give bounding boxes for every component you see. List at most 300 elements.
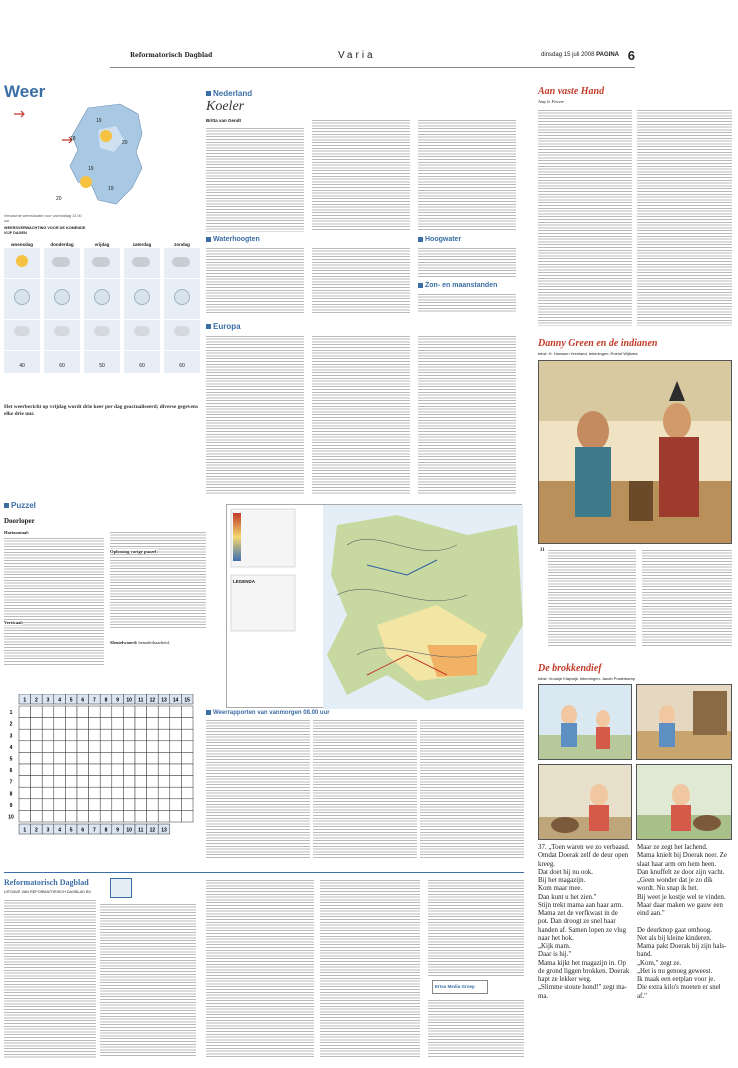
brokkendief-art (637, 765, 732, 840)
forecast-day (164, 242, 200, 373)
danny-comic-art (539, 361, 732, 544)
story-line: Bij weet je kostje wel te vinden. (637, 893, 726, 901)
forecast-day (84, 242, 120, 373)
grid-cell[interactable] (123, 752, 135, 764)
grid-footer-number: 4 (58, 827, 61, 834)
grid-column-number: 8 (104, 697, 108, 704)
grid-cell[interactable] (31, 741, 43, 753)
story-line: „Kom," zegt ze. (637, 959, 682, 967)
colofon-title: Reformatorisch Dagblad (4, 878, 89, 887)
forecast-cell (164, 320, 200, 350)
thermometer-icon (94, 289, 110, 305)
grid-column-number: 5 (69, 697, 73, 704)
grid-footer-number: 12 (149, 827, 156, 834)
grid-cell[interactable] (181, 787, 193, 799)
story-line: Mama kijkt het magazijn in. Op (538, 959, 627, 967)
grid-cell[interactable] (135, 741, 147, 753)
grid-cell[interactable] (54, 799, 66, 811)
europa-label: Europa (206, 322, 241, 331)
grid-cell[interactable] (170, 799, 182, 811)
grid-row-number: 5 (9, 756, 13, 763)
grid-cell[interactable] (100, 741, 112, 753)
grid-cell[interactable] (100, 799, 112, 811)
puzzle-clues-text (110, 530, 206, 630)
grid-cell[interactable] (100, 787, 112, 799)
grid-cell[interactable] (54, 752, 66, 764)
forecast-cell (4, 320, 40, 350)
cloud-icon (14, 326, 30, 336)
grid-cell[interactable] (54, 776, 66, 788)
forecast-cell (124, 248, 160, 278)
story-line: hapt ze lekker weg. (538, 976, 592, 983)
map-caption: Verwachte weersituatie voor vanmiddag 12.00 uur (4, 214, 82, 223)
grid-column-number: 6 (81, 697, 85, 704)
grid-cell[interactable] (19, 729, 31, 741)
forecast-cell (164, 279, 200, 319)
grid-column-number: 10 (126, 697, 132, 704)
waterhoogten-text (312, 246, 410, 314)
danny-episode-number: 31 (540, 548, 545, 553)
forecast-cell (164, 351, 200, 373)
sleutelwoord: Sleutelwoord: benaderbaarheid. (110, 640, 170, 645)
grid-cell[interactable] (135, 787, 147, 799)
brokkendief-panel-1 (538, 684, 632, 760)
grid-row-number: 8 (9, 791, 13, 798)
grid-cell[interactable] (42, 787, 54, 799)
grid-cell[interactable] (89, 764, 101, 776)
waterhoogten-label: Waterhoogten (206, 236, 260, 243)
brokkendief-art (539, 685, 632, 760)
danny-text (548, 548, 636, 648)
grid-cell[interactable] (42, 706, 54, 718)
brand-name: Reformatorisch Dagblad (130, 52, 213, 59)
grid-footer-number: 3 (46, 827, 50, 834)
grid-cell[interactable] (123, 718, 135, 730)
brokkendief-panel-4 (636, 764, 732, 840)
grid-cell[interactable] (181, 718, 193, 730)
grid-cell[interactable] (158, 718, 170, 730)
story-line: band. (637, 951, 653, 959)
grid-cell[interactable] (112, 741, 124, 753)
grid-cell[interactable] (42, 764, 54, 776)
grid-cell[interactable] (89, 752, 101, 764)
grid-cell[interactable] (135, 729, 147, 741)
grid-cell[interactable] (65, 729, 77, 741)
grid-cell[interactable] (77, 729, 89, 741)
grid-cell[interactable] (135, 776, 147, 788)
legend-title: LEGENDA (233, 579, 256, 584)
story-line: kreeg. (538, 860, 556, 868)
cloud-icon (134, 326, 150, 336)
forecast-day (4, 242, 40, 373)
forecast-cell (124, 279, 160, 319)
grid-cell[interactable] (158, 729, 170, 741)
grid-cell[interactable] (147, 752, 159, 764)
map-temperature: 20 (56, 196, 62, 202)
danny-text (642, 548, 732, 648)
forecast-cell (84, 320, 120, 350)
grid-cell[interactable] (100, 729, 112, 741)
grid-cell[interactable] (42, 718, 54, 730)
grid-cell[interactable] (112, 787, 124, 799)
grid-cell[interactable] (54, 741, 66, 753)
grid-cell[interactable] (19, 799, 31, 811)
grid-cell[interactable] (19, 741, 31, 753)
grid-cell[interactable] (147, 787, 159, 799)
grid-cell[interactable] (135, 764, 147, 776)
story-line: naar het hok. (538, 934, 574, 942)
grid-cell[interactable] (135, 718, 147, 730)
grid-cell[interactable] (19, 752, 31, 764)
grid-cell[interactable] (19, 810, 31, 822)
story-line: „Geen wonder dat je zo dik (637, 877, 713, 884)
table-column (206, 718, 310, 858)
grid-cell[interactable] (112, 776, 124, 788)
colofon-text (4, 898, 96, 1058)
grid-cell[interactable] (100, 752, 112, 764)
grid-cell[interactable] (31, 787, 43, 799)
cloud-icon (52, 257, 70, 267)
grid-cell[interactable] (112, 764, 124, 776)
zon-maan-label: Zon- en maanstanden (418, 282, 497, 289)
grid-cell[interactable] (123, 776, 135, 788)
grid-cell[interactable] (77, 776, 89, 788)
forecast-day-name: zondag (174, 242, 190, 247)
grid-cell[interactable] (181, 776, 193, 788)
section-title: Varia (338, 50, 376, 61)
grid-cell[interactable] (123, 764, 135, 776)
forecast-cell (164, 248, 200, 278)
thermometer-icon (134, 289, 150, 305)
grid-cell[interactable] (77, 799, 89, 811)
forecast-day (44, 242, 80, 373)
aan-vaste-hand-author: Amy le Feuvre (538, 99, 565, 104)
section-marker (418, 283, 423, 288)
cloud-icon (92, 257, 110, 267)
grid-cell[interactable] (181, 799, 193, 811)
grid-cell[interactable] (112, 810, 124, 822)
story-line: De deurknop gaat omhoog. (637, 926, 713, 934)
grid-cell[interactable] (147, 799, 159, 811)
section-marker (206, 710, 211, 715)
grid-cell[interactable] (54, 810, 66, 822)
puzzle-clues-text (4, 536, 104, 666)
grid-cell[interactable] (31, 706, 43, 718)
masthead (110, 48, 635, 68)
forecast-cell (4, 248, 40, 278)
grid-cell[interactable] (54, 706, 66, 718)
weerrapporten-title: Weerrapporten van vanmorgen 08.00 uur (206, 710, 330, 716)
article-text-column (312, 118, 410, 232)
forecast-cell (84, 279, 120, 319)
grid-cell[interactable] (170, 718, 182, 730)
grid-cell[interactable] (31, 776, 43, 788)
grid-cell[interactable] (89, 718, 101, 730)
wind-value: 60 (179, 363, 185, 369)
colofon-text (428, 998, 524, 1058)
wind-value: 60 (59, 363, 65, 369)
grid-cell[interactable] (89, 799, 101, 811)
story-line: Omdat Doerak zelf de deur open (538, 852, 629, 860)
map-temperature: 19 (108, 186, 114, 192)
wind-value: 60 (139, 363, 145, 369)
grid-cell[interactable] (123, 706, 135, 718)
grid-cell[interactable] (158, 810, 170, 822)
grid-cell[interactable] (77, 741, 89, 753)
grid-cell[interactable] (65, 752, 77, 764)
grid-cell[interactable] (158, 764, 170, 776)
grid-footer-number: 5 (69, 827, 73, 834)
grid-cell[interactable] (100, 776, 112, 788)
grid-cell[interactable] (158, 752, 170, 764)
grid-cell[interactable] (42, 741, 54, 753)
grid-cell[interactable] (181, 810, 193, 822)
grid-cell[interactable] (89, 729, 101, 741)
grid-cell[interactable] (65, 787, 77, 799)
grid-cell[interactable] (147, 718, 159, 730)
grid-cell[interactable] (158, 741, 170, 753)
story-line: Dan knuffelt ze door zijn vacht. (637, 868, 725, 876)
grid-column-number: 9 (116, 697, 119, 704)
grid-row-number: 7 (9, 779, 13, 786)
grid-cell[interactable] (147, 729, 159, 741)
article-text-column (206, 126, 304, 232)
grid-cell[interactable] (31, 764, 43, 776)
section-marker (4, 503, 9, 508)
grid-cell[interactable] (31, 718, 43, 730)
grid-cell[interactable] (112, 706, 124, 718)
grid-cell[interactable] (89, 706, 101, 718)
nederland-title: Koeler (206, 99, 245, 114)
story-line: pot. Dan droogt ze snel haar (538, 918, 616, 926)
grid-cell[interactable] (54, 729, 66, 741)
grid-cell[interactable] (65, 776, 77, 788)
grid-row-number: 2 (9, 721, 13, 728)
grid-cell[interactable] (77, 752, 89, 764)
section-marker (206, 237, 211, 242)
grid-cell[interactable] (147, 764, 159, 776)
colofon-text (320, 878, 420, 1058)
puzzle-grid[interactable] (6, 694, 194, 867)
zon-maan-text (418, 292, 516, 312)
thermometer-icon (54, 289, 70, 305)
grid-cell[interactable] (158, 776, 170, 788)
grid-cell[interactable] (135, 810, 147, 822)
grid-footer-number: 13 (161, 827, 167, 834)
grid-cell[interactable] (77, 718, 89, 730)
grid-cell[interactable] (77, 810, 89, 822)
grid-footer-number: 1 (23, 827, 27, 834)
story-line: Mama pakt Doerak bij zijn hals- (637, 943, 727, 950)
forecast-cell (4, 279, 40, 319)
grid-cell[interactable] (89, 776, 101, 788)
page-date: dinsdag 15 juli 2008 PAGINA (541, 52, 619, 58)
nederland-byline: Britta van Gendt (206, 118, 242, 123)
wind-arrow-icon (14, 104, 28, 114)
story-line: Bij het magazijn. (538, 877, 586, 884)
grid-cell[interactable] (135, 799, 147, 811)
grid-row-number: 1 (9, 710, 13, 717)
table-column (313, 718, 417, 858)
grid-cell[interactable] (100, 810, 112, 822)
grid-cell[interactable] (123, 729, 135, 741)
wind-value: 50 (99, 363, 105, 369)
grid-cell[interactable] (54, 787, 66, 799)
grid-column-number: 12 (149, 697, 156, 704)
grid-cell[interactable] (158, 706, 170, 718)
weer-title: Weer (4, 82, 46, 101)
grid-cell[interactable] (19, 706, 31, 718)
brokkendief-text-col1 (538, 844, 632, 1001)
grid-cell[interactable] (54, 718, 66, 730)
grid-footer-number: 9 (116, 827, 119, 834)
weer-caption: Het weerbericht op vrijdag wordt drie keer per dag geactualiseerd; diverse gegevens elke drie uur. (4, 404, 198, 417)
grid-cell[interactable] (19, 718, 31, 730)
grid-cell[interactable] (158, 799, 170, 811)
grid-cell[interactable] (170, 706, 182, 718)
grid-cell[interactable] (31, 729, 43, 741)
grid-cell[interactable] (147, 741, 159, 753)
grid-cell[interactable] (77, 706, 89, 718)
forecast-cell (84, 351, 120, 373)
grid-cell[interactable] (123, 741, 135, 753)
grid-cell[interactable] (170, 810, 182, 822)
grid-footer-number: 6 (81, 827, 85, 834)
media-groep-logo: Ertse Media Groep (432, 980, 488, 994)
grid-cell[interactable] (147, 706, 159, 718)
grid-cell[interactable] (123, 799, 135, 811)
grid-footer-number: 7 (93, 827, 96, 834)
grid-cell[interactable] (181, 729, 193, 741)
map-temperature: 20 (122, 140, 128, 146)
grid-cell[interactable] (100, 764, 112, 776)
grid-cell[interactable] (112, 729, 124, 741)
colofon-subtitle: UITGAVE VAN REFORMATORISCH DAGBLAD BV (4, 890, 92, 894)
grid-cell[interactable] (158, 787, 170, 799)
grid-cell[interactable] (147, 810, 159, 822)
forecast-heading: WEERSVERWACHTING VOOR DE KOMENDE VIJF DAGEN (4, 226, 86, 235)
grid-cell[interactable] (170, 787, 182, 799)
grid-cell[interactable] (123, 810, 135, 822)
grid-cell[interactable] (181, 741, 193, 753)
five-day-forecast (4, 242, 201, 382)
danny-comic-panel (538, 360, 732, 544)
grid-cell[interactable] (31, 752, 43, 764)
grid-cell[interactable] (19, 776, 31, 788)
forecast-cell (44, 248, 80, 278)
forecast-day (124, 242, 160, 373)
story-line: „Kijk mam. (538, 943, 571, 950)
grid-cell[interactable] (42, 776, 54, 788)
grid-cell[interactable] (65, 810, 77, 822)
grid-column-number: 15 (184, 697, 190, 704)
story-line: Dan kunt u het zien." (538, 893, 597, 901)
grid-row-number: 3 (9, 733, 13, 740)
grid-cell[interactable] (112, 799, 124, 811)
grid-cell[interactable] (181, 706, 193, 718)
grid-cell[interactable] (65, 741, 77, 753)
grid-cell[interactable] (181, 764, 193, 776)
forecast-day-name: woensdag (10, 242, 33, 247)
aan-vaste-hand-title: Aan vaste Hand (538, 86, 605, 97)
forecast-day-name: zaterdag (132, 242, 152, 247)
grid-cell[interactable] (77, 764, 89, 776)
grid-cell[interactable] (135, 752, 147, 764)
grid-cell[interactable] (65, 764, 77, 776)
sun-icon (16, 255, 28, 267)
grid-cell[interactable] (100, 718, 112, 730)
grid-cell[interactable] (31, 810, 43, 822)
section-marker (206, 91, 211, 96)
grid-cell[interactable] (19, 787, 31, 799)
story-line: de grond liggen brokken. Doerak (538, 967, 630, 975)
forecast-day-name: donderdag (50, 242, 74, 247)
netherlands-map (58, 100, 148, 210)
grid-cell[interactable] (147, 776, 159, 788)
grid-cell[interactable] (65, 799, 77, 811)
article-text-column (418, 118, 516, 232)
story-line: Stijn trekt mama aan haar arm. (538, 901, 623, 909)
waterhoogten-text (206, 246, 304, 314)
grid-cell[interactable] (135, 706, 147, 718)
colofon-text (100, 902, 196, 1058)
grid-cell[interactable] (42, 729, 54, 741)
grid-footer-number: 2 (35, 827, 38, 834)
grid-cell[interactable] (42, 799, 54, 811)
grid-cell[interactable] (170, 752, 182, 764)
grid-cell[interactable] (170, 729, 182, 741)
forecast-cell (44, 279, 80, 319)
grid-footer-number: 10 (126, 827, 132, 834)
hoogwater-text (418, 246, 516, 278)
table-column (420, 718, 524, 858)
story-line: Die extra kilo's moeten er snel (637, 984, 721, 992)
nederland-label: Nederland (206, 89, 252, 98)
grid-row-number: 4 (9, 744, 13, 751)
grid-footer-number: 8 (104, 827, 108, 834)
page-number: 6 (627, 48, 635, 63)
story-text (538, 108, 632, 326)
grid-cell[interactable] (54, 764, 66, 776)
grid-cell[interactable] (112, 718, 124, 730)
grid-cell[interactable] (181, 752, 193, 764)
grid-cell[interactable] (42, 810, 54, 822)
grid-cell[interactable] (65, 706, 77, 718)
cloud-icon (94, 326, 110, 336)
brokkendief-art (539, 765, 632, 840)
grid-cell[interactable] (31, 799, 43, 811)
wind-value: 40 (19, 363, 25, 369)
grid-cell[interactable] (170, 776, 182, 788)
grid-cell[interactable] (89, 787, 101, 799)
forecast-cell (124, 320, 160, 350)
grid-cell[interactable] (89, 741, 101, 753)
grid-cell[interactable] (170, 741, 182, 753)
grid-cell[interactable] (19, 764, 31, 776)
grid-cell[interactable] (170, 764, 182, 776)
grid-column-number: 2 (35, 697, 38, 704)
grid-cell[interactable] (77, 787, 89, 799)
grid-cell[interactable] (123, 787, 135, 799)
grid-cell[interactable] (100, 706, 112, 718)
grid-cell[interactable] (42, 752, 54, 764)
grid-cell[interactable] (112, 752, 124, 764)
grid-cell[interactable] (65, 718, 77, 730)
grid-cell[interactable] (89, 810, 101, 822)
danny-credit: tekst: H. Hanssen Vreeland, tekeningen: Roelof Wijtsma (538, 351, 638, 356)
forecast-cell (44, 351, 80, 373)
sun-icon (100, 130, 112, 142)
